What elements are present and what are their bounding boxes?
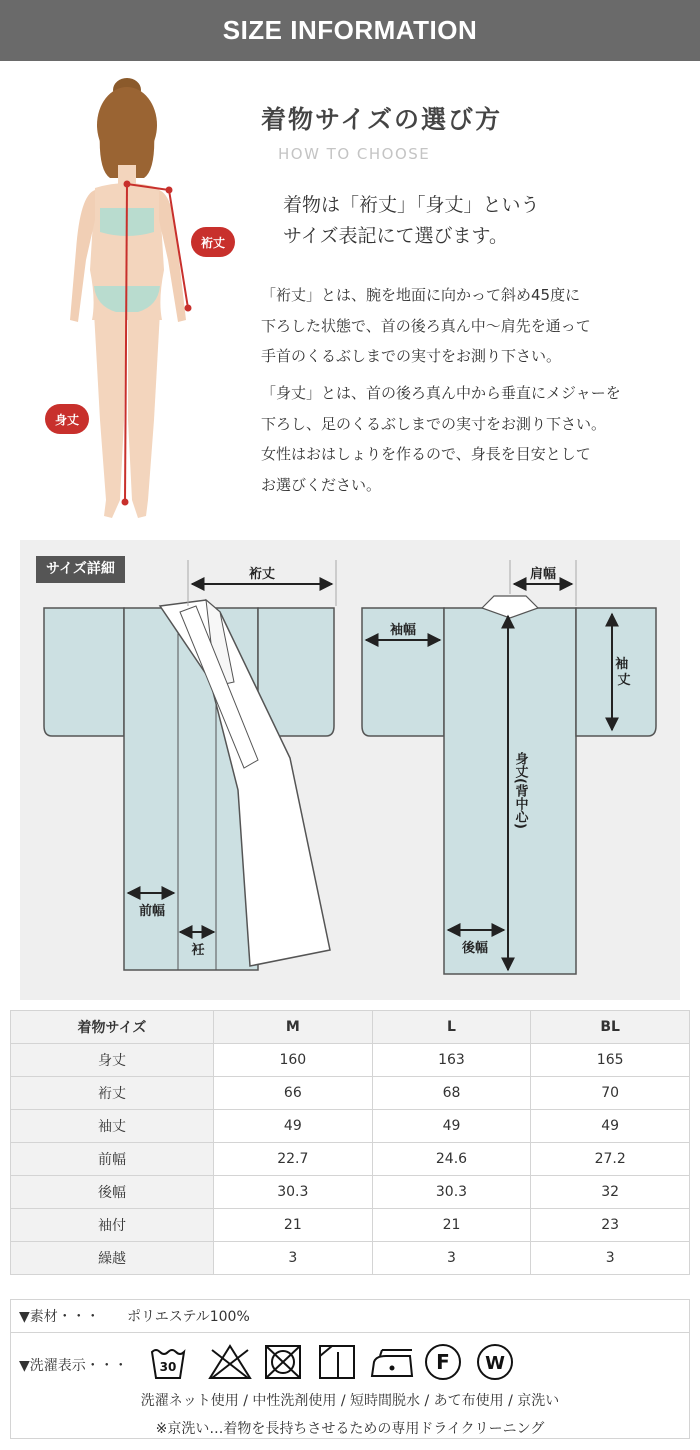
kimono-back-view [362, 560, 656, 974]
table-row [11, 1077, 690, 1110]
line-dry-shade-icon [320, 1346, 354, 1378]
yuki-description [261, 280, 591, 372]
description-line: 女性はおはしょりを作るので、身長を目安として [261, 445, 591, 463]
table-header: 着物サイズ [11, 1011, 214, 1044]
kimono-size-diagram [20, 540, 680, 1000]
wet-clean-w-icon [478, 1345, 512, 1379]
table-cell: 22.7 [214, 1143, 373, 1176]
table-row [11, 1143, 690, 1176]
lead-line: サイズ表記にて選びます。 [283, 225, 508, 247]
okumi-label: 衽 [191, 943, 205, 958]
kimono-front-view [44, 560, 336, 970]
table-cell: 24.6 [372, 1143, 531, 1176]
table-cell: 49 [214, 1110, 373, 1143]
table-cell: 160 [214, 1044, 373, 1077]
body-measurement-figure [40, 70, 240, 530]
page-header [0, 0, 700, 61]
lead-text [283, 190, 540, 252]
table-row [11, 1242, 690, 1275]
icon-f-letter: F [436, 1350, 450, 1374]
table-header-row [11, 1011, 690, 1044]
table-cell: 66 [214, 1077, 373, 1110]
table-cell: 163 [372, 1044, 531, 1077]
sodetake-char: 丈 [617, 673, 631, 688]
care-footnote: ※京洗い…着物を長持ちさせるための専用ドライクリーニング [155, 1421, 545, 1437]
icon-w-letter: W [485, 1353, 505, 1374]
table-cell: 3 [214, 1242, 373, 1275]
table-cell: 3 [372, 1242, 531, 1275]
yuki-badge: 裄丈 [191, 227, 235, 257]
kimono-diagram-svg [20, 540, 680, 1000]
description-line: 「裄丈」とは、腕を地面に向かって斜め45度に [261, 286, 581, 304]
care-info-box [10, 1299, 690, 1439]
description-line: お選びください。 [261, 475, 382, 494]
table-cell: 21 [372, 1209, 531, 1242]
table-cell: 3 [531, 1242, 690, 1275]
description-line: 下ろし、足のくるぶしまでの実寸をお測り下さい。 [261, 414, 607, 433]
material-label: ▼素材・・・ [19, 1309, 100, 1325]
row-label: 繰越 [11, 1242, 214, 1275]
table-header: M [214, 1011, 373, 1044]
low-iron-icon [372, 1350, 412, 1376]
diagram-label: サイズ詳細 [36, 556, 125, 583]
table-header: BL [531, 1011, 690, 1044]
table-cell: 49 [531, 1110, 690, 1143]
maehaba-label: 前幅 [138, 904, 166, 919]
table-cell: 30.3 [372, 1176, 531, 1209]
yuki-label: 裄丈 [248, 567, 276, 582]
table-cell: 165 [531, 1044, 690, 1077]
header-title: SIZE INFORMATION [222, 15, 478, 45]
row-label: 袖付 [11, 1209, 214, 1242]
row-label: 後幅 [11, 1176, 214, 1209]
wash-temp: 30 [159, 1360, 177, 1374]
wash-30-icon [152, 1350, 184, 1378]
table-cell: 27.2 [531, 1143, 690, 1176]
table-cell: 68 [372, 1077, 531, 1110]
table-row [11, 1176, 690, 1209]
care-icons [146, 1340, 526, 1382]
table-header: L [372, 1011, 531, 1044]
row-label: 袖丈 [11, 1110, 214, 1143]
table-cell: 30.3 [214, 1176, 373, 1209]
mitake-description [261, 378, 621, 500]
table-row [11, 1110, 690, 1143]
table-cell: 23 [531, 1209, 690, 1242]
material-row [11, 1300, 689, 1333]
description-line: 下ろした状態で、首の後ろ真ん中～肩先を通って [261, 316, 591, 335]
no-tumble-dry-icon [266, 1346, 300, 1378]
table-cell: 49 [372, 1110, 531, 1143]
size-table [10, 1010, 690, 1275]
description-line: 手首のくるぶしまでの実寸をお測り下さい。 [261, 347, 562, 365]
table-cell: 21 [214, 1209, 373, 1242]
sodehaba-label: 袖幅 [389, 623, 417, 638]
mitake-badge: 身丈 [45, 404, 89, 434]
material-value: ポリエステル100% [127, 1309, 250, 1325]
row-label: 身丈 [11, 1044, 214, 1077]
katahaba-label: 肩幅 [529, 567, 557, 582]
row-label: 前幅 [11, 1143, 214, 1176]
mitake-label: 身丈(背中心) [512, 752, 528, 829]
no-bleach-icon [210, 1346, 250, 1378]
row-label: 裄丈 [11, 1077, 214, 1110]
description-line: 「身丈」とは、首の後ろ真ん中から垂直にメジャーを [261, 384, 621, 402]
ushirohaba-label: 後幅 [461, 941, 489, 956]
section-title: 着物サイズの選び方 [261, 105, 503, 134]
table-row [11, 1044, 690, 1077]
sodetake-char: 袖 [615, 657, 629, 672]
dry-clean-f-icon [426, 1345, 460, 1379]
section-subtitle: HOW TO CHOOSE [278, 145, 431, 163]
lead-line: 着物は「裄丈」「身丈」という [283, 194, 540, 216]
wash-label: ▼洗濯表示・・・ [19, 1358, 128, 1374]
table-cell: 32 [531, 1176, 690, 1209]
table-row [11, 1209, 690, 1242]
care-notes: 洗濯ネット使用 / 中性洗剤使用 / 短時間脱水 / あて布使用 / 京洗い [140, 1393, 560, 1409]
table-cell: 70 [531, 1077, 690, 1110]
